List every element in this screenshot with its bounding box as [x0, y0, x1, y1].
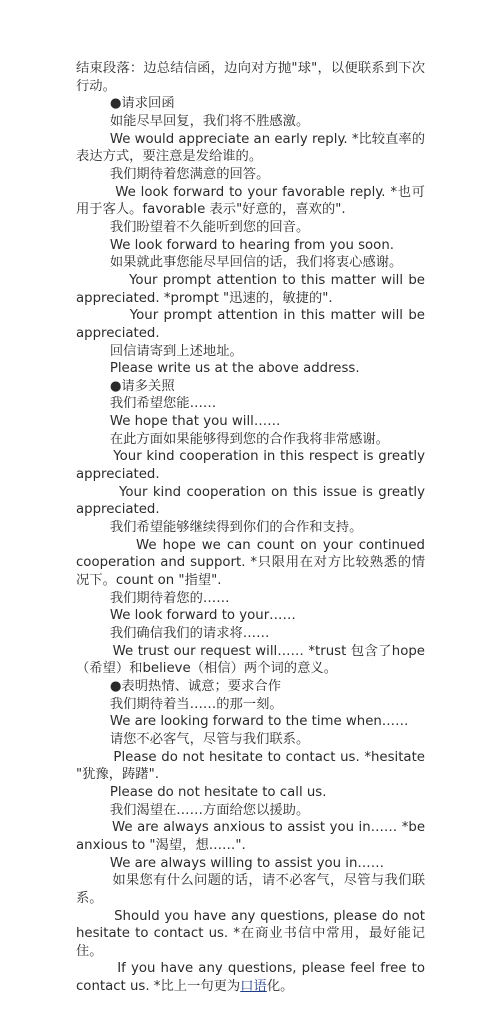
paragraph: Your kind cooperation on this issue is greatly appreciated.: [76, 484, 430, 518]
paragraph: 请您不必客气，尽管与我们联系。: [76, 731, 310, 747]
last-line-text: If you have any questions, please feel free to contact us. *比上一句更为: [76, 961, 430, 995]
paragraph: 结束段落：边总结信函，边向对方抛"球"，以便联系到下次行动。: [76, 61, 425, 94]
paragraph: We look forward to hearing from you soon.: [76, 237, 394, 253]
paragraph: We hope that you will……: [76, 414, 281, 430]
paragraph: 我们希望您能……: [76, 396, 217, 412]
paragraph: Please write us at the above address.: [76, 361, 360, 377]
paragraph: 如能尽早回复，我们将不胜感激。: [76, 113, 310, 129]
paragraph: Should you have any questions, please do not hesitate to contact us. *在商业书信中常用，最好能记住。: [76, 908, 430, 959]
paragraph: 回信请寄到上述地址。: [76, 343, 243, 359]
underlined-word: 口语: [240, 979, 267, 995]
paragraph: 我们期待着您满意的回答。: [76, 166, 270, 182]
paragraph: Please do not hesitate to contact us. *hesitate "犹豫，踌躇".: [76, 749, 430, 783]
paragraph: We look forward to your……: [76, 608, 296, 624]
paragraph: 如果就此事您能尽早回信的话，我们将衷心感谢。: [76, 255, 403, 271]
paragraph-last: [76, 960, 430, 995]
paragraph: 如果您有什么问题的话，请不必客气，尽管与我们联系。: [76, 873, 425, 906]
paragraph: 我们确信我们的请求将……: [76, 626, 270, 641]
paragraph: 我们期待着您的……: [76, 590, 230, 606]
last-line-end: 化。: [266, 979, 294, 995]
paragraph: We trust our request will…… *trust 包含了hope（希望）和believe（相信）两个词的意义。: [76, 643, 425, 677]
paragraph: 在此方面如果能够得到您的合作我将非常感谢。: [76, 431, 390, 447]
paragraph: 我们期待着当……的那一刻。: [76, 696, 283, 712]
paragraph: Please do not hesitate to call us.: [76, 784, 327, 800]
paragraph: 我们渴望在……方面给您以援助。: [76, 802, 310, 818]
paragraph: We look forward to your favorable reply. *也可用于客人。favorable 表示"好意的，喜欢的".: [76, 184, 425, 218]
paragraph: ●请多关照: [76, 378, 175, 394]
paragraph: We are always willing to assist you in……: [76, 855, 384, 871]
paragraph: Your prompt attention in this matter will be appreciated.: [76, 308, 430, 341]
paragraph: We would appreciate an early reply. *比较直率的表达方式，要注意是发给谁的。: [76, 131, 425, 165]
paragraph: ●请求回函: [76, 96, 175, 112]
paragraph: We are always anxious to assist you in…… *be anxious to "渴望，想……".: [76, 820, 430, 853]
paragraph: Your kind cooperation in this respect is greatly appreciated.: [76, 449, 430, 483]
paragraph: 我们盼望着不久能听到您的回音。: [76, 219, 310, 235]
paragraph: ●表明热情、诚意；要求合作: [76, 678, 281, 694]
paragraph: We hope we can count on your continued cooperation and support. *只限用在对方比较熟悉的情况下。count on "指望".: [76, 537, 430, 589]
document-body: [76, 60, 430, 996]
paragraph: Your prompt attention to this matter will be appreciated. *prompt "迅速的，敏捷的".: [76, 272, 430, 306]
paragraph: 我们希望能够继续得到你们的合作和支持。: [76, 520, 363, 536]
paragraph: We are looking forward to the time when……: [76, 714, 409, 730]
